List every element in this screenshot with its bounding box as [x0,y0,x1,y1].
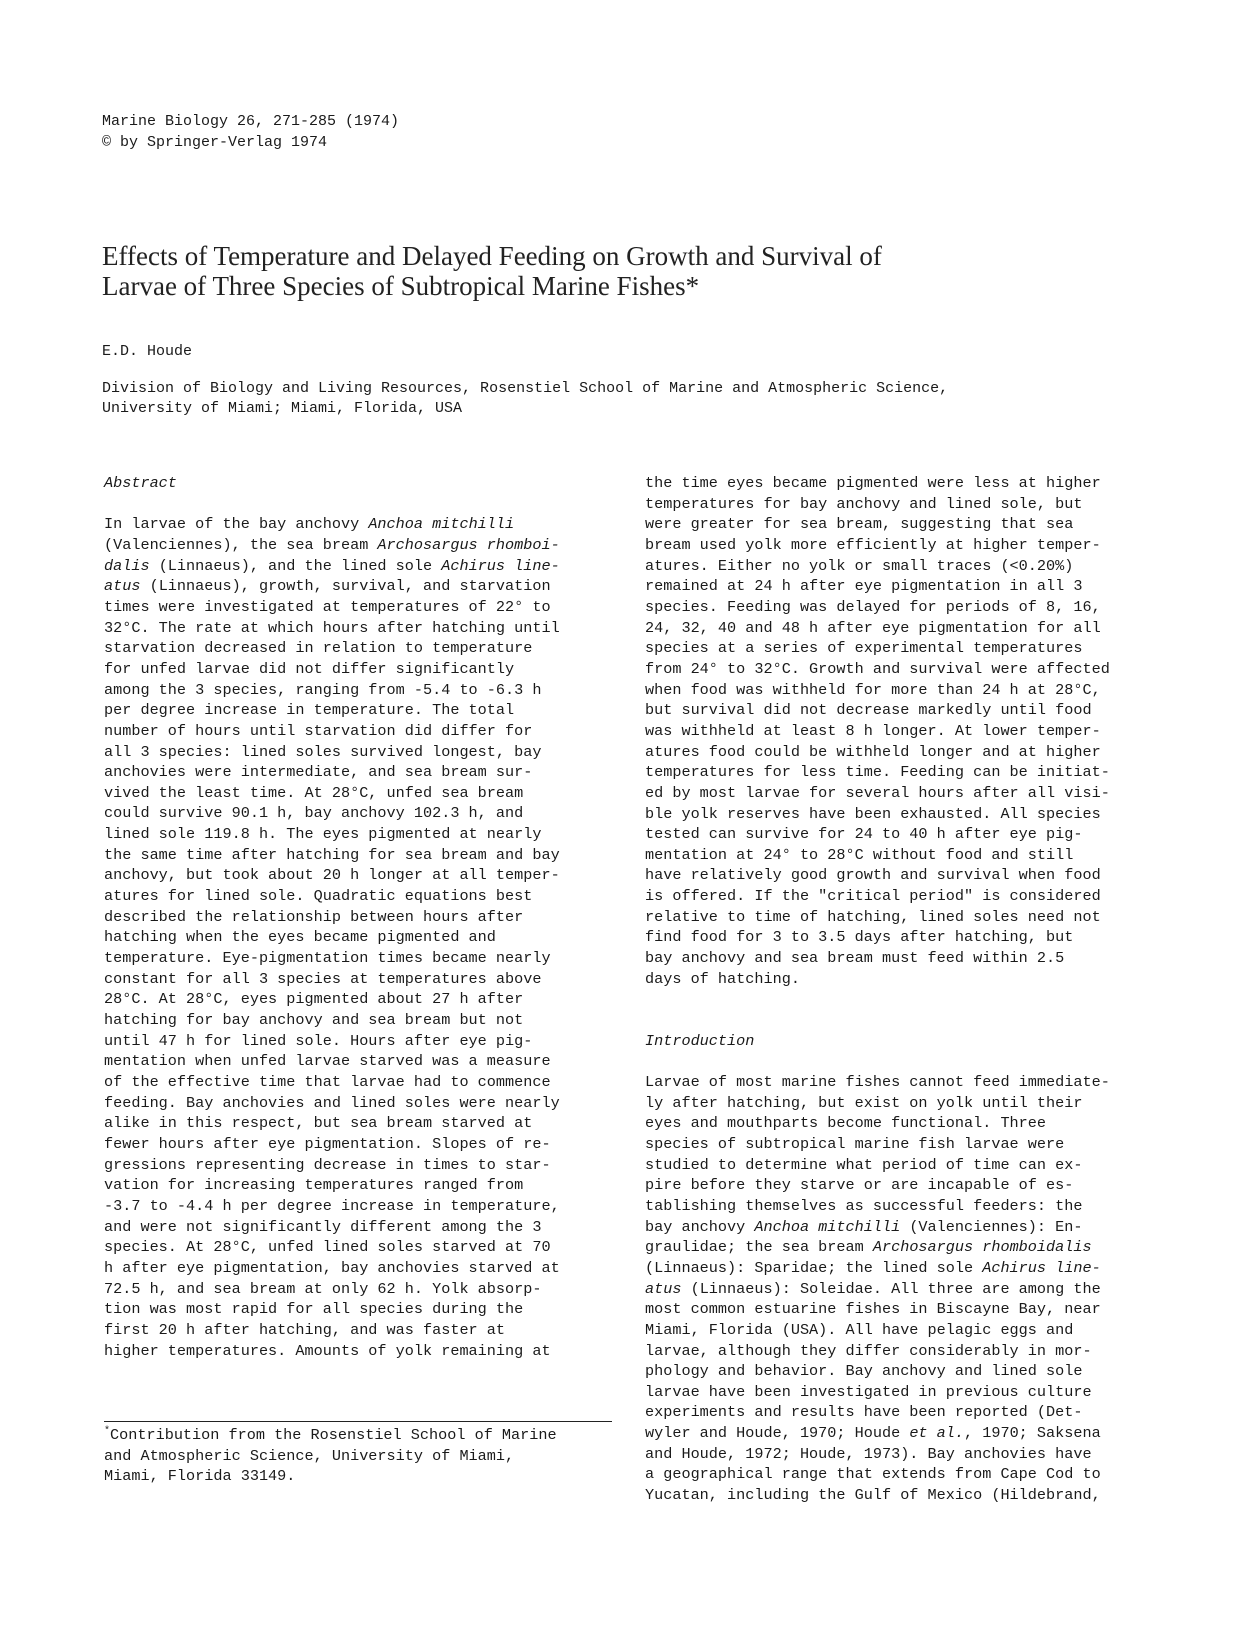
text-line: anchovies were intermediate, and sea bream sur- [104,763,533,782]
text-line: ed by most larvae for several hours after all visi- [645,783,1110,802]
text-line: pire before they starve or are incapable of es- [645,1176,1074,1195]
text-line: atures for lined sole. Quadratic equations best [104,887,533,906]
text-line: tablishing themselves as successful feeders: the [645,1196,1083,1215]
text-line: atures food could be withheld longer and at higher [645,742,1101,761]
affiliation-line: University of Miami; Miami, Florida, USA [102,400,463,417]
introduction-heading: Introduction [645,1031,755,1050]
journal-header [102,111,399,153]
text-line: species of subtropical marine fish larvae were [645,1134,1065,1153]
text-line: larvae have been investigated in previous culture [645,1382,1092,1401]
footnote-divider [104,1421,612,1422]
text-line: (Valenciennes), the sea bream Archosargus rhomboi- [104,535,560,554]
text-line: could survive 90.1 h, bay anchovy 102.3 h, and [104,804,524,823]
affiliation-line: Division of Biology and Living Resources, Rosenstiel School of Marine and Atmospheric Science, [102,380,949,397]
text-line: days of hatching. [645,969,800,988]
text-line: graulidae; the sea bream Archosargus rhomboidalis [645,1238,1092,1257]
text-line: vation for increasing temperatures ranged from [104,1176,524,1195]
text-line: 24, 32, 40 and 48 h after eye pigmentation for all [645,618,1101,637]
journal-citation: Marine Biology 26, 271-285 (1974) [102,113,400,130]
text-line: were greater for sea bream, suggesting that sea [645,515,1074,534]
paper-title [102,241,1102,301]
text-line: the time eyes became pigmented were less at higher [645,474,1101,492]
text-line: eyes and mouthparts become functional. Three [645,1114,1047,1133]
footnote-line: Miami, Florida 33149. [104,1467,296,1486]
text-line: and Houde, 1972; Houde, 1973). Bay anchovies have [645,1444,1092,1463]
text-line: phology and behavior. Bay anchovy and lined sole [645,1362,1083,1381]
right-column [645,473,1165,1506]
text-line: from 24° to 32°C. Growth and survival were affected [645,659,1110,678]
text-line: temperature. Eye-pigmentation times became nearly [104,949,551,968]
text-line: Larvae of most marine fishes cannot feed immediate- [645,1072,1110,1091]
text-line: mentation at 24° to 28°C without food and still [645,845,1074,864]
text-line: atures. Either no yolk or small traces (<0.20%) [645,556,1074,575]
text-line: anchovy, but took about 20 h longer at all temper- [104,866,560,885]
text-line: most common estuarine fishes in Biscayne Bay, near [645,1300,1101,1319]
footnote-marker: * [104,1425,111,1437]
copyright-notice: © by Springer-Verlag 1974 [102,134,328,151]
text-line: relative to time of hatching, lined soles need not [645,907,1101,926]
left-column [104,473,616,1361]
text-line: Yucatan, including the Gulf of Mexico (Hildebrand, [645,1486,1101,1505]
text-line: ly after hatching, but exist on yolk until their [645,1093,1083,1112]
text-line: alike in this respect, but sea bream starved at [104,1114,533,1133]
footnote-line: *Contribution from the Rosenstiel School of Marine [104,1425,557,1444]
text-line: bay anchovy Anchoa mitchilli (Valenciennes): En- [645,1217,1083,1236]
text-line: feeding. Bay anchovies and lined soles were nearly [104,1093,560,1112]
text-line: larvae, although they differ considerably in mor- [645,1341,1092,1360]
text-line: atus (Linnaeus), growth, survival, and starvation [104,577,551,596]
text-line: tested can survive for 24 to 40 h after eye pig- [645,825,1083,844]
text-line: mentation when unfed larvae starved was a measure [104,1052,551,1071]
text-line: hatching for bay anchovy and sea bream but not [104,1011,524,1030]
text-line: species. At 28°C, unfed lined soles starved at 70 [104,1238,551,1257]
title-line: Effects of Temperature and Delayed Feeding on Growth and Survival of [102,241,882,271]
text-line: h after eye pigmentation, bay anchovies starved at [104,1258,560,1277]
abstract-heading: Abstract [104,474,177,492]
text-line: dalis (Linnaeus), and the lined sole Achirus line- [104,556,560,575]
text-line: among the 3 species, ranging from -5.4 to -6.3 h [104,680,542,699]
text-line: 72.5 h, and sea bream at only 62 h. Yolk absorp- [104,1279,542,1298]
text-line: is offered. If the "critical period" is considered [645,887,1101,906]
text-line: (Linnaeus): Sparidae; the lined sole Achirus line- [645,1258,1101,1277]
text-line: 28°C. At 28°C, eyes pigmented about 27 h after [104,990,524,1009]
text-line: until 47 h for lined sole. Hours after eye pig- [104,1031,533,1050]
text-line: higher temperatures. Amounts of yolk remaining at [104,1341,551,1360]
text-line: the same time after hatching for sea bream and bay [104,845,560,864]
text-line: per degree increase in temperature. The total [104,701,515,720]
text-line: but survival did not decrease markedly until food [645,701,1092,720]
text-line: gressions representing decrease in times to star- [104,1155,551,1174]
text-line: temperatures for bay anchovy and lined sole, but [645,494,1083,513]
text-line: lined sole 119.8 h. The eyes pigmented at nearly [104,825,542,844]
text-line: was withheld at least 8 h longer. At lower temper- [645,721,1101,740]
text-line: constant for all 3 species at temperatures above [104,969,542,988]
footnote [104,1425,557,1487]
text-line: experiments and results have been reported (Det- [645,1403,1083,1422]
text-line: In larvae of the bay anchovy Anchoa mitchilli [104,515,515,534]
text-line: for unfed larvae did not differ significantly [104,659,515,678]
text-line: -3.7 to -4.4 h per degree increase in temperature, [104,1196,560,1215]
text-line: all 3 species: lined soles survived longest, bay [104,742,542,761]
text-line: described the relationship between hours after [104,907,524,926]
text-line: find food for 3 to 3.5 days after hatching, but [645,928,1074,947]
text-line: bream used yolk more efficiently at higher temper- [645,535,1101,554]
text-line: 32°C. The rate at which hours after hatching until [104,618,560,637]
author-name: E.D. Houde [102,343,193,360]
text-line: number of hours until starvation did differ for [104,721,533,740]
text-line: ble yolk reserves have been exhausted. All species [645,804,1101,823]
text-line: studied to determine what period of time can ex- [645,1155,1083,1174]
affiliation [102,379,948,419]
text-line: starvation decreased in relation to temperature [104,639,533,658]
text-line: and were not significantly different among the 3 [104,1217,542,1236]
text-line: hatching when the eyes became pigmented and [104,928,496,947]
text-line: vived the least time. At 28°C, unfed sea bream [104,783,524,802]
text-line: when food was withheld for more than 24 h at 28°C, [645,680,1101,699]
text-line: times were investigated at temperatures of 22° to [104,597,551,616]
text-line: atus (Linnaeus): Soleidae. All three are among the [645,1279,1101,1298]
text-line: species. Feeding was delayed for periods of 8, 16, [645,597,1101,616]
title-line: Larvae of Three Species of Subtropical Marine Fishes* [102,271,700,301]
text-line: a geographical range that extends from Cape Cod to [645,1465,1101,1484]
text-line: wyler and Houde, 1970; Houde et al., 1970; Saksena [645,1424,1101,1443]
text-line: have relatively good growth and survival when food [645,866,1101,885]
text-line: species at a series of experimental temperatures [645,639,1083,658]
text-line: fewer hours after eye pigmentation. Slopes of re- [104,1134,551,1153]
text-line: tion was most rapid for all species during the [104,1300,524,1319]
text-line: Miami, Florida (USA). All have pelagic eggs and [645,1320,1074,1339]
text-line: bay anchovy and sea bream must feed within 2.5 [645,949,1065,968]
text-line: temperatures for less time. Feeding can be initiat- [645,763,1110,782]
footnote-line: and Atmospheric Science, University of Miami, [104,1446,515,1465]
text-line: of the effective time that larvae had to commence [104,1073,551,1092]
text-line: first 20 h after hatching, and was faster at [104,1320,506,1339]
text-line: remained at 24 h after eye pigmentation in all 3 [645,577,1083,596]
